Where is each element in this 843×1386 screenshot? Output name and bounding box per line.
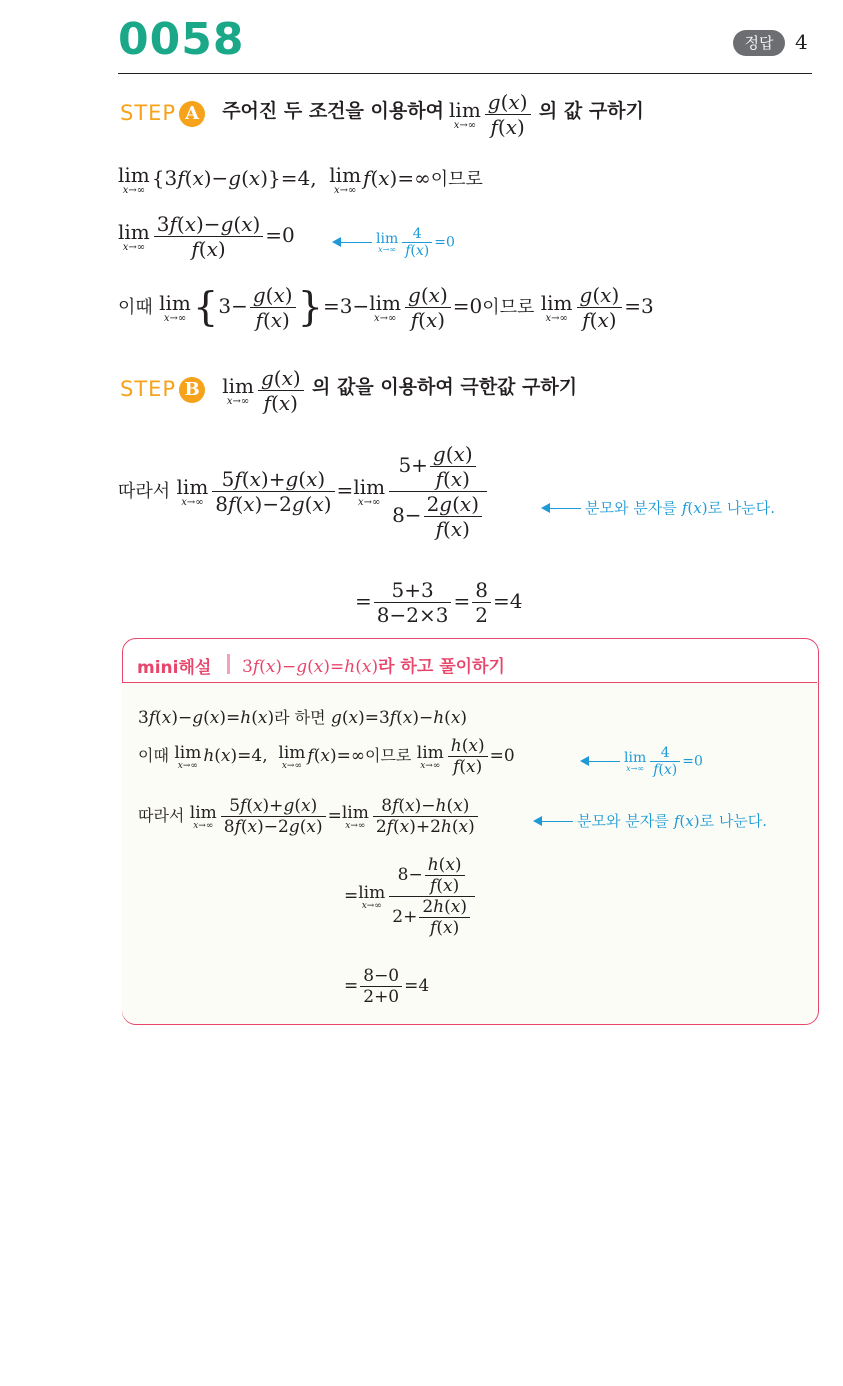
mini-label: mini해설 [137, 658, 212, 678]
mini-title: 3f(x)−g(x)=h(x)라 하고 풀이하기 [242, 657, 505, 677]
arrow-left-icon [543, 508, 581, 509]
step-a-label: STEP [120, 101, 177, 125]
step-a-line3: 이때 lim x→∞ {3− $\frac{g(x)}{f(x)}$ }=3− lim x→∞ $\frac{g(x)}{f(x)}$ =0이므로 lim x→∞ $\frac{g(x)}{f(x)}$ =3 [118, 283, 654, 332]
step-a-title: 주어진 두 조건을 이용하여 [222, 100, 444, 122]
mini-divider [227, 654, 230, 674]
step-b-heading [120, 366, 577, 415]
header-divider [118, 73, 812, 74]
mini-line2: 이때 lim x→∞ h(x)=4, lim x→∞ f(x)=∞이므로 lim x→∞ $\frac{h(x)}{f(x)}$ =0 [138, 736, 515, 777]
step-a-line1-text: 이므로 [430, 169, 483, 190]
step-a-badge: A [179, 101, 205, 127]
step-a-line1: lim x→∞ {3f(x)−g(x)}=4, lim x→∞ f(x)=∞이므로 [118, 163, 483, 196]
step-a-note: lim x→∞ $\frac{4}{f(x)}$ =0 [334, 226, 455, 259]
mini-note2: 분모와 분자를 f(x)로 나눈다. [535, 810, 767, 831]
step-b-line2: = $\frac{5+3}{8-2\times 3}$ = $\frac{8}{2}$ =4 [355, 578, 523, 627]
step-a-title-suffix: 의 값 구하기 [538, 100, 644, 122]
arrow-left-icon [582, 761, 620, 762]
step-a-line2: lim x→∞ $\frac{3f(x)-g(x)}{f(x)}$ =0 [118, 212, 295, 261]
mini-line1: 3f(x)−g(x)=h(x)라 하면 g(x)=3f(x)−h(x) [138, 708, 468, 728]
answer-badge: 정답 [733, 30, 785, 56]
step-b-badge: B [179, 377, 205, 403]
step-b-title-expr: lim x→∞ $\frac{g(x)}{f(x)}$ [222, 377, 312, 401]
answer-value: 4 [795, 30, 808, 54]
problem-number: 0058 [118, 14, 245, 65]
arrow-left-icon [334, 242, 372, 243]
step-b-label: STEP [120, 377, 177, 401]
mini-line4: = lim x→∞ 8− $\frac{h(x)}{f(x)}$ 2+ $\frac{2h(x)}{f(x)}$ [344, 855, 477, 938]
mini-line5: = $\frac{8-0}{2+0}$ =4 [344, 966, 430, 1007]
mini-explanation-box [122, 682, 817, 1024]
mini-note1: lim x→∞ $\frac{4}{f(x)}$ =0 [582, 745, 703, 778]
step-b-line1: 따라서 lim x→∞ $\frac{5f(x)+g(x)}{8f(x)-2g(x)}$ = lim x→∞ 5+ $\frac{g(x)}{f(x)}$ 8− $\frac{2g(x)}{f(x)}$ [118, 442, 489, 541]
step-b-title: 의 값을 이용하여 극한값 구하기 [312, 376, 578, 398]
step-a-heading [120, 90, 644, 139]
step-a-title-expr: lim x→∞ $\frac{g(x)}{f(x)}$ [449, 101, 539, 125]
arrow-left-icon [535, 821, 573, 822]
step-b-note: 분모와 분자를 f(x)로 나눈다. [543, 497, 775, 518]
mini-line3: 따라서 lim x→∞ $\frac{5f(x)+g(x)}{8f(x)-2g(x)}$ = lim x→∞ $\frac{8f(x)-h(x)}{2f(x)+2h(x)}$ [138, 796, 480, 837]
